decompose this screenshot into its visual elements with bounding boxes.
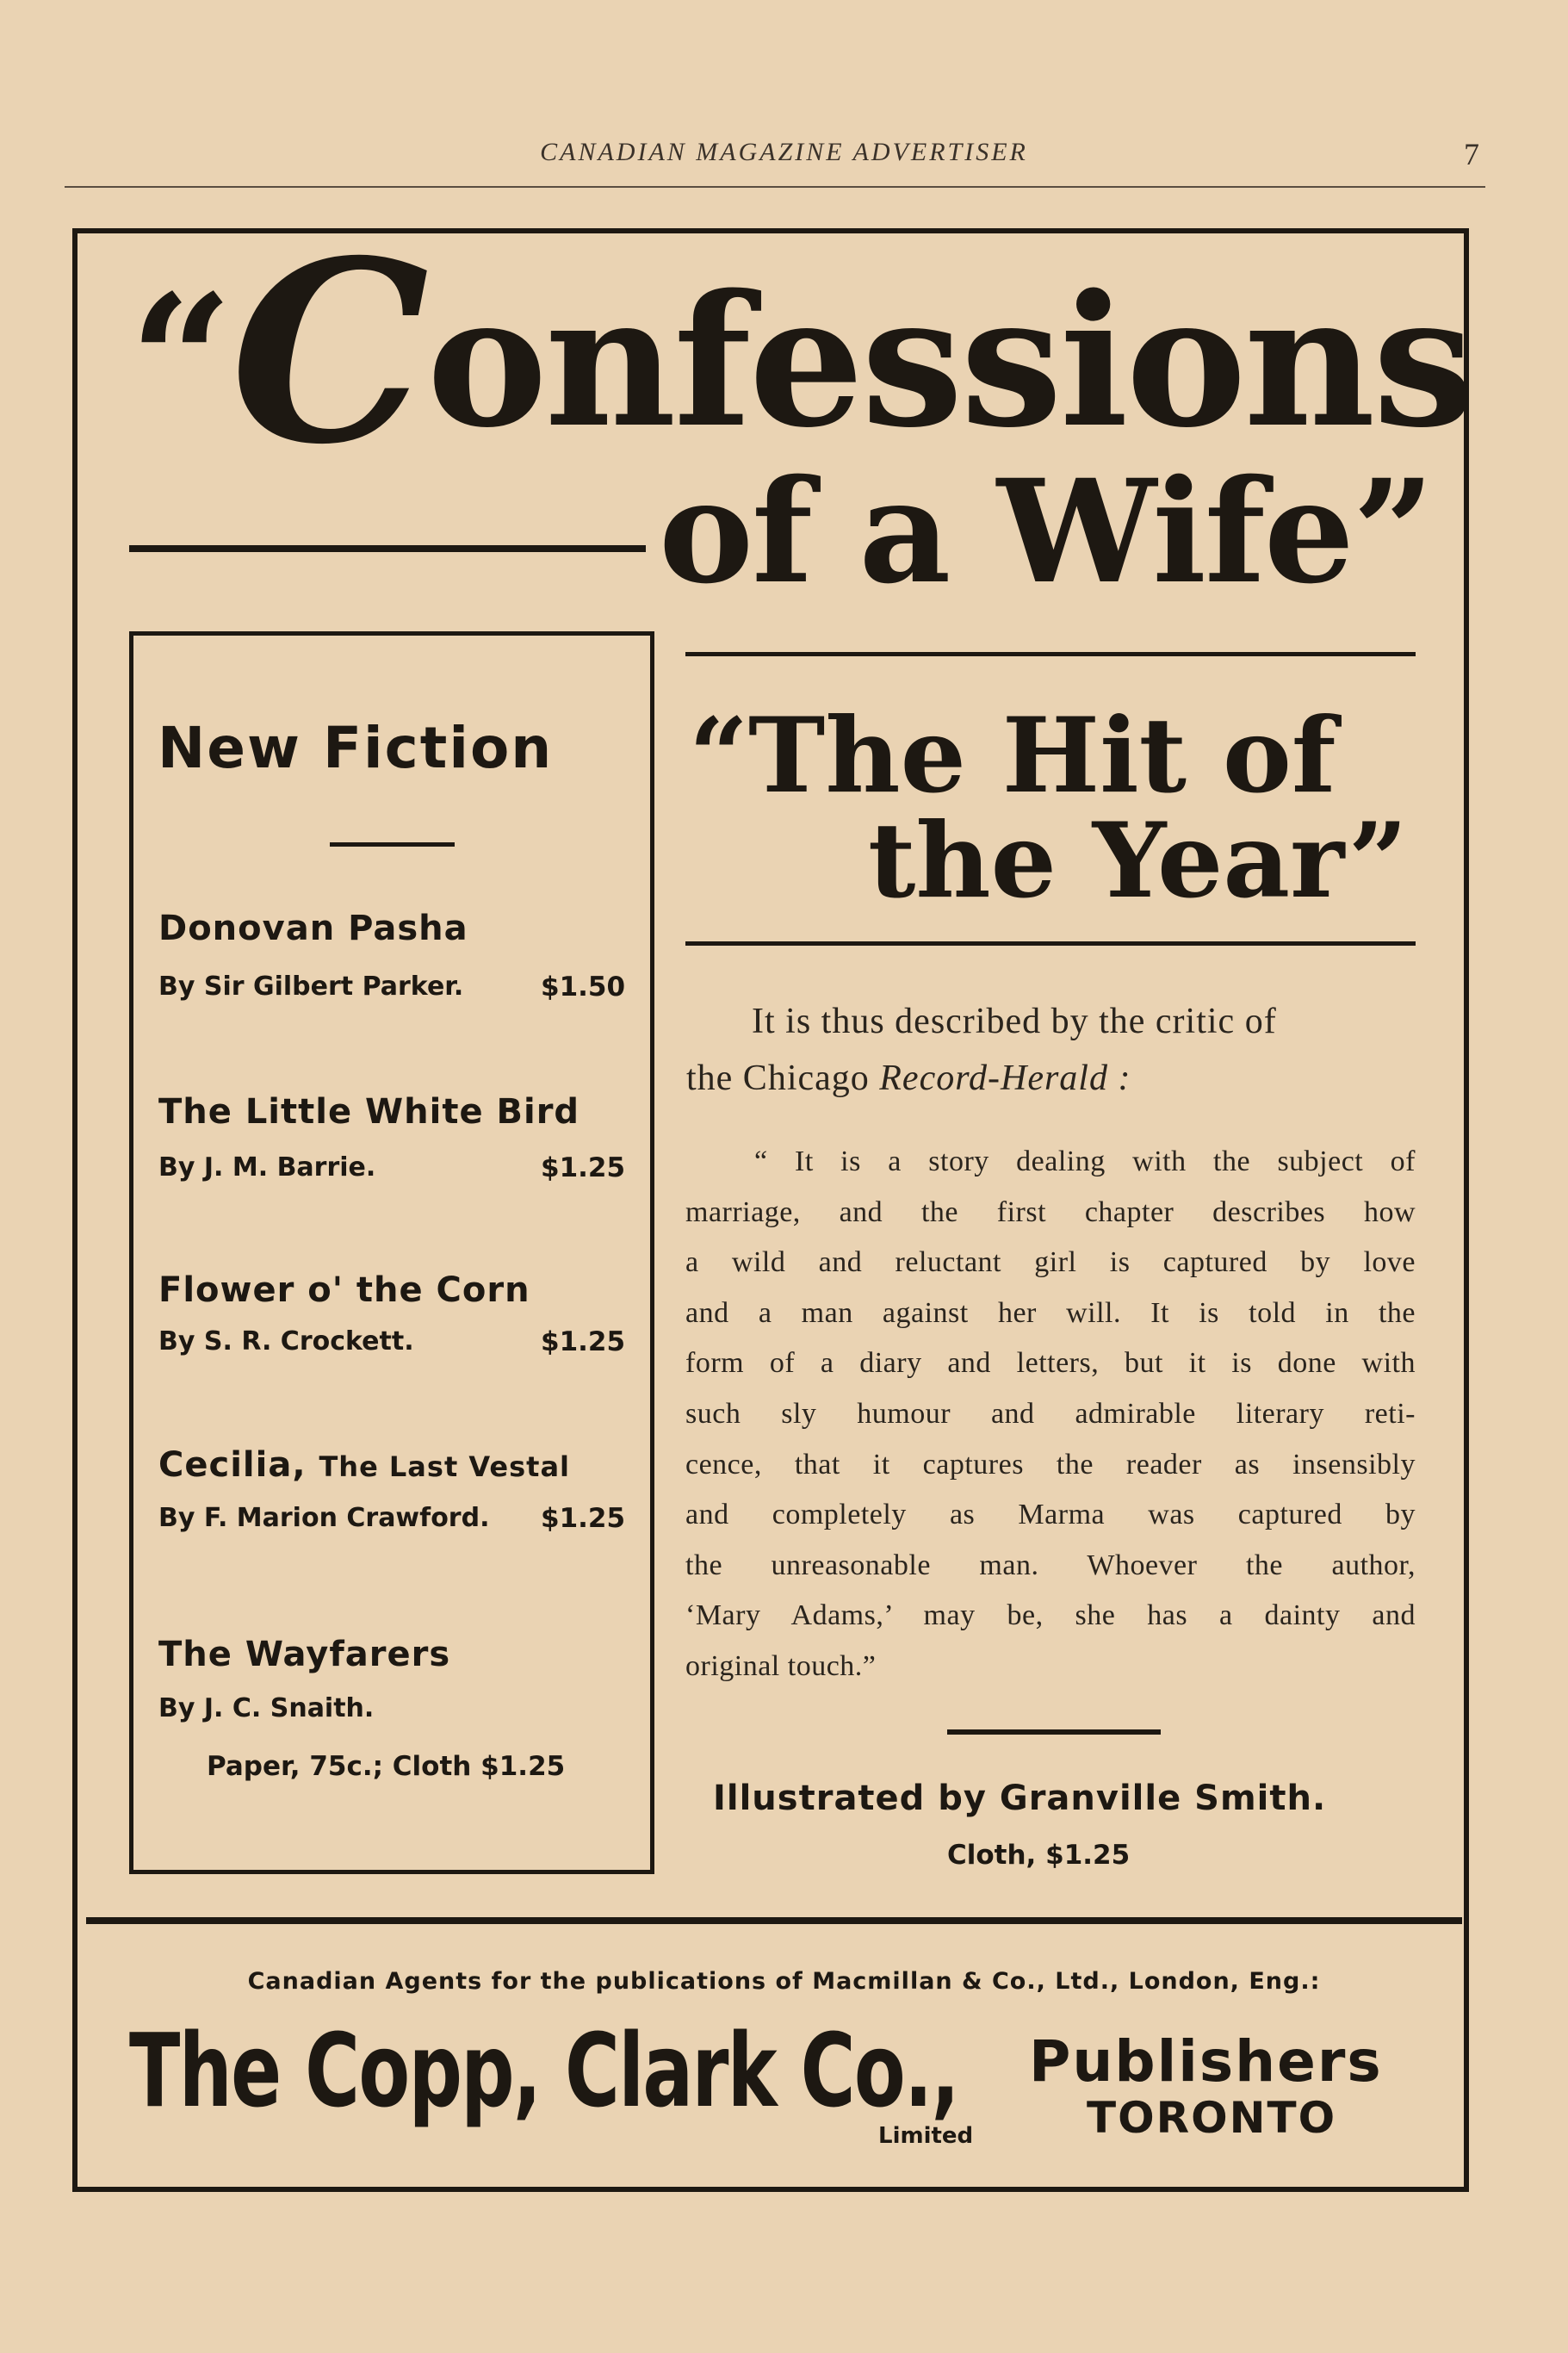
city-label: TORONTO [1087, 2093, 1337, 2143]
book-price: Paper, 75c.; Cloth $1.25 [207, 1751, 566, 1782]
new-fiction-rule [330, 842, 455, 847]
review-quote [685, 1137, 1416, 1692]
book-price: $1.25 [541, 1503, 626, 1534]
book-byline: By Sir Gilbert Parker. [158, 972, 464, 1002]
book-title: The Little White Bird [158, 1092, 580, 1132]
headline-double-rule [129, 545, 646, 552]
review-intro-line1: It is thus described by the critic of [752, 1002, 1277, 1041]
hit-line1: “The Hit of [689, 695, 1336, 816]
book-byline: By S. R. Crockett. [158, 1326, 414, 1357]
quote-line: original touch.” [685, 1649, 877, 1682]
page-number: 7 [1464, 137, 1479, 171]
quote-line: a wild and reluctant girl is captured by love [685, 1246, 1416, 1279]
hit-line2: the Year” [868, 800, 1408, 922]
company-limited: Limited [878, 2123, 974, 2149]
book-price: $1.25 [541, 1152, 626, 1183]
quote-line: cence, that it captures the reader as insensibly [685, 1448, 1416, 1481]
book-title: Donovan Pasha [158, 909, 468, 948]
review-publication: Record-Herald : [879, 1059, 1131, 1098]
quote-line: and a man against her will. It is told in the [685, 1296, 1416, 1329]
hit-bottom-rule [685, 941, 1416, 946]
headline-line1 [129, 207, 1472, 500]
illustration-credit: Illustrated by Granville Smith. [713, 1779, 1327, 1818]
book-byline: By J. C. Snaith. [158, 1693, 375, 1723]
headline-drop-capital: C [230, 207, 427, 500]
review-intro-line2 [686, 1058, 1131, 1099]
illustration-price: Cloth, $1.25 [947, 1840, 1131, 1871]
quote-line: the unreasonable man. Whoever the author, [685, 1549, 1416, 1581]
book-price: $1.25 [541, 1326, 626, 1357]
company-name: The Copp, Clark Co., [129, 2011, 958, 2130]
book-subtitle: The Last Vestal [319, 1450, 570, 1483]
quote-end-rule [947, 1729, 1161, 1735]
book-title [158, 1445, 570, 1485]
hit-top-rule [685, 652, 1416, 656]
headline-line1-rest: onfessions [426, 255, 1472, 468]
book-title-main: Cecilia, [158, 1445, 307, 1485]
headline-open-quote: “ [129, 255, 231, 468]
quote-line: “ It is a story dealing with the subject of [754, 1145, 1416, 1177]
book-byline: By F. Marion Crawford. [158, 1503, 490, 1533]
running-head: CANADIAN MAGAZINE ADVERTISER [540, 138, 1028, 166]
footer-double-rule [86, 1917, 1462, 1924]
book-title: Flower o' the Corn [158, 1270, 530, 1310]
quote-line: and completely as Marma was captured by [685, 1499, 1416, 1531]
quote-line: ‘Mary Adams,’ may be, she has a dainty and [685, 1599, 1416, 1632]
new-fiction-heading: New Fiction [158, 715, 554, 781]
book-price: $1.50 [541, 972, 626, 1003]
publishers-label: Publishers [1029, 2028, 1383, 2095]
quote-line: form of a diary and letters, but it is done with [685, 1347, 1416, 1380]
book-title: The Wayfarers [158, 1635, 451, 1674]
book-byline: By J. M. Barrie. [158, 1152, 376, 1183]
new-fiction-box [129, 631, 654, 1874]
review-intro-prefix: the Chicago [686, 1059, 880, 1098]
quote-line: marriage, and the first chapter describes how [685, 1195, 1416, 1228]
agents-line: Canadian Agents for the publications of Macmillan & Co., Ltd., London, Eng.: [247, 1968, 1321, 1995]
quote-line: such sly humour and admirable literary reti- [685, 1397, 1416, 1430]
headline-line2: of a Wife” [659, 448, 1433, 615]
header-rule [65, 186, 1485, 188]
